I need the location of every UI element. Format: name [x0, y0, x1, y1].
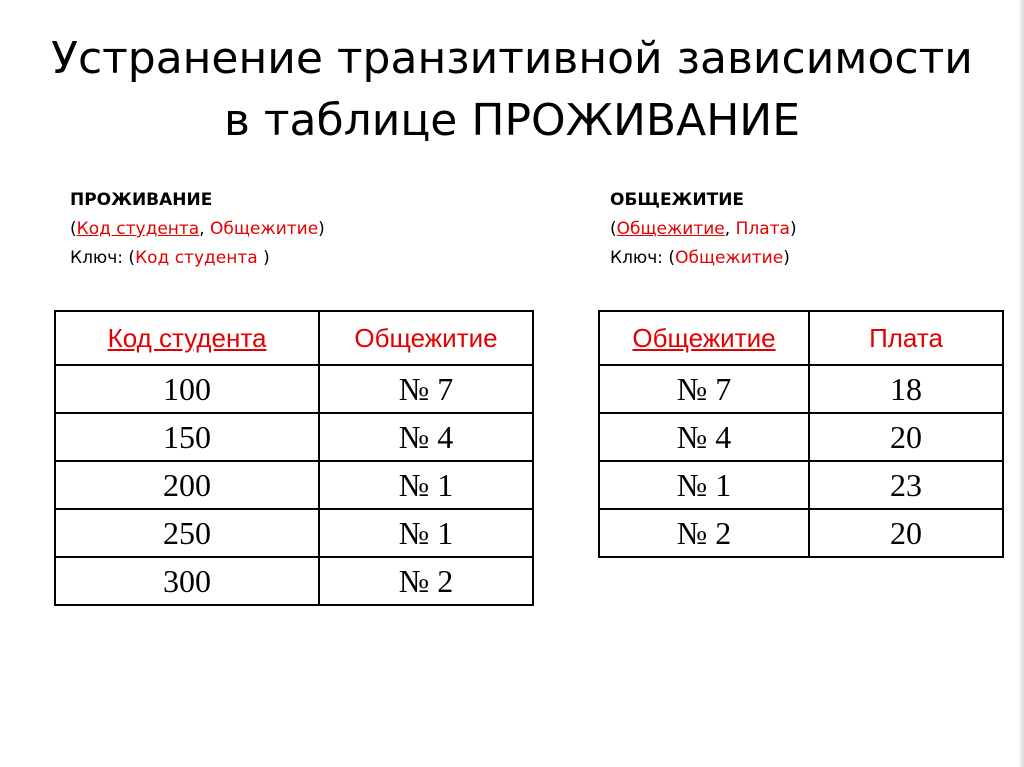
key-attribute: Общежитие — [616, 219, 725, 239]
schema-name: ПРОЖИВАНИЕ — [70, 190, 213, 210]
table-row — [599, 509, 1003, 557]
table-prozhivanie — [54, 310, 534, 606]
header-obshchezhitie: Общежитие — [319, 311, 533, 365]
key-value: Код студента — [135, 248, 258, 268]
table-row — [55, 557, 533, 605]
cell-fee: 20 — [809, 413, 1003, 461]
key-value: Общежитие — [675, 248, 784, 268]
cell-student-id: 200 — [55, 461, 319, 509]
title-line-1: Устранение транзитивной зависимости — [51, 33, 973, 84]
cell-student-id: 300 — [55, 557, 319, 605]
cell-dormitory: № 1 — [319, 461, 533, 509]
table-obshchezhitie — [598, 310, 1004, 558]
cell-dormitory: № 4 — [599, 413, 809, 461]
table-row — [55, 509, 533, 557]
table-header-row — [599, 311, 1003, 365]
attribute: Общежитие — [210, 219, 319, 239]
table-row — [55, 461, 533, 509]
attribute: Плата — [735, 219, 790, 239]
cell-student-id: 250 — [55, 509, 319, 557]
slide-title — [0, 28, 1024, 152]
header-kod-studenta: Код студента — [55, 311, 319, 365]
key-label: Ключ: — [70, 248, 124, 268]
cell-fee: 20 — [809, 509, 1003, 557]
cell-dormitory: № 7 — [319, 365, 533, 413]
table-row — [55, 365, 533, 413]
schema-obshchezhitie — [610, 186, 797, 273]
cell-dormitory: № 2 — [319, 557, 533, 605]
title-line-2: в таблице ПРОЖИВАНИЕ — [223, 95, 801, 146]
table-row — [599, 365, 1003, 413]
cell-student-id: 100 — [55, 365, 319, 413]
schema-name: ОБЩЕЖИТИЕ — [610, 190, 745, 210]
cell-dormitory: № 1 — [319, 509, 533, 557]
cell-dormitory: № 1 — [599, 461, 809, 509]
header-obshchezhitie: Общежитие — [599, 311, 809, 365]
table-row — [599, 413, 1003, 461]
cell-dormitory: № 2 — [599, 509, 809, 557]
key-label: Ключ: — [610, 248, 664, 268]
schema-key: Ключ: (Общежитие) — [610, 248, 790, 268]
table-header-row — [55, 311, 533, 365]
cell-dormitory: № 4 — [319, 413, 533, 461]
schema-attributes: (Код студента, Общежитие) — [70, 219, 325, 239]
cell-dormitory: № 7 — [599, 365, 809, 413]
table-row — [55, 413, 533, 461]
header-plata: Плата — [809, 311, 1003, 365]
schema-prozhivanie — [70, 186, 325, 273]
table-row — [599, 461, 1003, 509]
schema-key: Ключ: (Код студента ) — [70, 248, 270, 268]
cell-fee: 18 — [809, 365, 1003, 413]
key-attribute: Код студента — [76, 219, 200, 239]
schema-attributes: (Общежитие, Плата) — [610, 219, 797, 239]
cell-fee: 23 — [809, 461, 1003, 509]
cell-student-id: 150 — [55, 413, 319, 461]
